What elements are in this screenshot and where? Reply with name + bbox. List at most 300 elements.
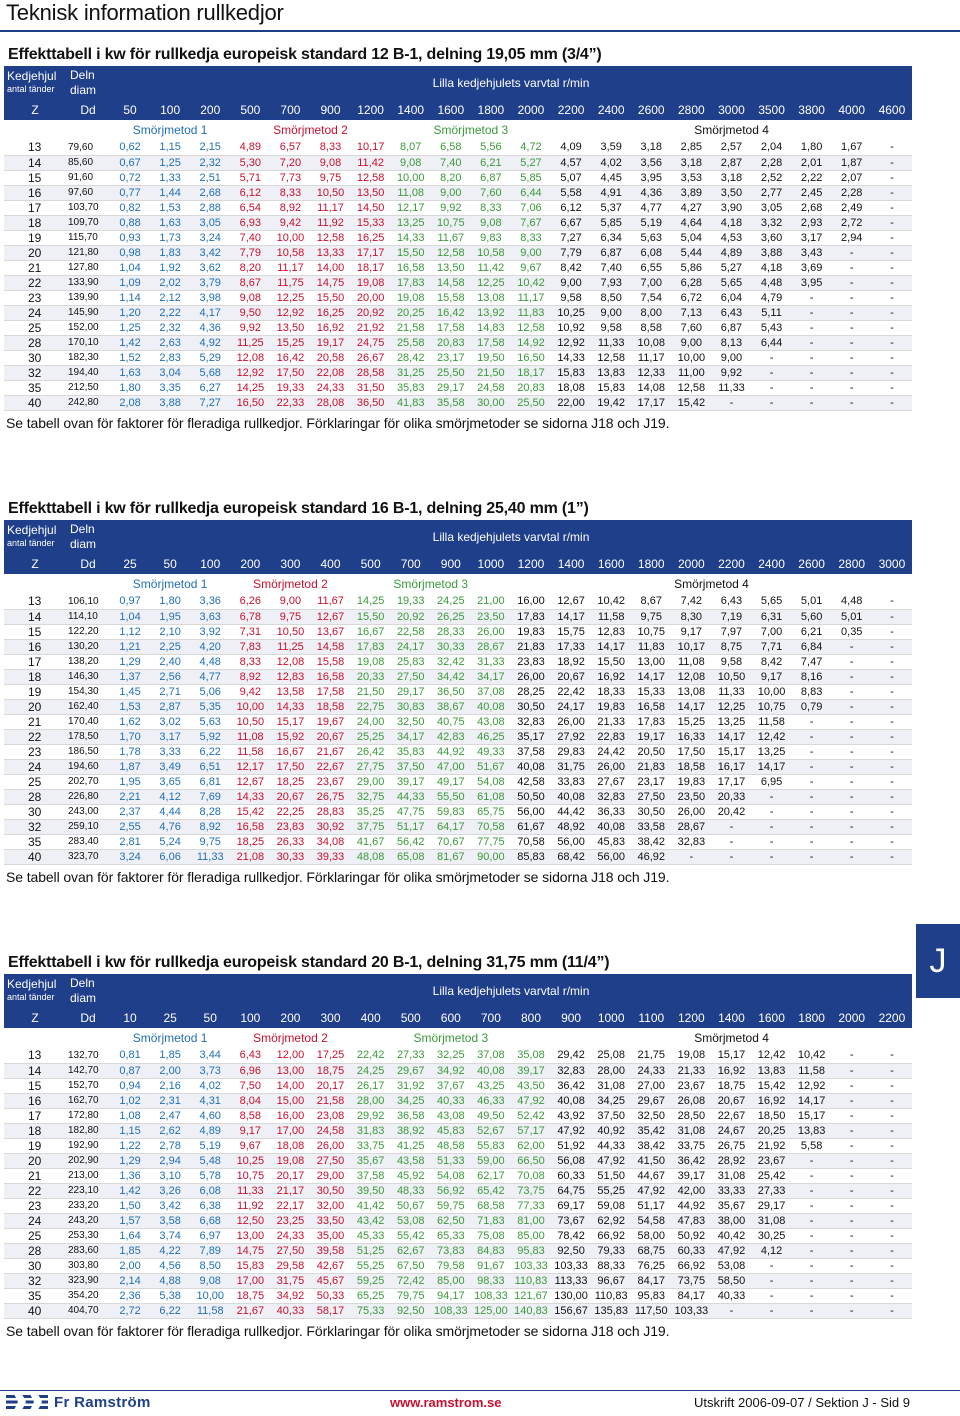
power-cell: 5,65 [711,275,751,290]
header-diam-label: diam [70,537,97,551]
diameter-cell: 109,70 [66,215,110,230]
diameter-cell: 145,90 [66,305,110,320]
power-cell: 4,57 [551,155,591,170]
power-cell: 31,75 [270,1273,310,1288]
power-cell: 3,18 [711,170,751,185]
power-cell: 9,00 [270,594,310,609]
power-cell: 17,58 [310,684,350,699]
power-cell: - [792,774,832,789]
power-cell: - [872,215,912,230]
power-cell: 2,28 [832,185,872,200]
power-cell: 41,67 [351,834,391,849]
teeth-count-cell: 21 [4,714,66,729]
power-cell: - [872,714,912,729]
table-row [4,1243,912,1258]
power-cell: 20,25 [752,1123,792,1138]
power-cell: 40,08 [591,819,631,834]
power-cell: 11,33 [230,1183,270,1198]
power-cell: 7,27 [190,395,230,410]
power-cell: - [872,1273,912,1288]
power-cell: - [832,395,872,410]
teeth-count-cell: 14 [4,609,66,624]
power-cell: 14,17 [591,639,631,654]
power-cell: 98,33 [471,1273,511,1288]
power-cell: 9,83 [471,230,511,245]
power-cell: 0,82 [110,200,150,215]
teeth-count-cell: 32 [4,365,66,380]
power-cell: 25,50 [431,365,471,380]
header-rpm-label: Lilla kedjehjulets varvtal r/min [110,520,912,554]
table-row [4,335,912,350]
power-cell: 39,58 [310,1243,350,1258]
power-cell: 1,22 [110,1138,150,1153]
power-cell: 62,50 [431,1213,471,1228]
power-cell: 38,42 [631,834,671,849]
power-cell: 15,33 [631,684,671,699]
power-cell: 14,92 [511,335,551,350]
power-cell: 20,25 [391,305,431,320]
power-cell: - [872,350,912,365]
power-cell: 34,08 [310,834,350,849]
power-cell: 15,75 [551,624,591,639]
power-cell: 62,00 [511,1138,551,1153]
power-cell: 47,75 [391,804,431,819]
power-cell: 4,89 [230,140,270,155]
power-cell: 16,17 [711,759,751,774]
power-cell: 20,83 [511,380,551,395]
power-cell: 10,58 [471,245,511,260]
power-cell: - [872,305,912,320]
power-cell: 8,92 [230,669,270,684]
power-cell: 2,62 [150,1123,190,1138]
power-cell: - [711,834,751,849]
diameter-cell: 133,90 [66,275,110,290]
power-cell: 3,42 [150,1198,190,1213]
power-cell: 56,00 [511,804,551,819]
power-cell: 65,25 [351,1288,391,1303]
table-row [4,849,912,864]
power-cell: 5,30 [230,155,270,170]
power-cell: 22,67 [310,759,350,774]
power-cell: 37,08 [471,1048,511,1063]
power-cell: 2,45 [792,185,832,200]
power-cell: 12,92 [551,335,591,350]
power-cell: - [792,714,832,729]
power-cell: 55,25 [351,1258,391,1273]
power-cell: 6,38 [190,1198,230,1213]
rpm-header-cell: 2000 [832,1008,872,1028]
power-cell: 12,58 [351,170,391,185]
power-cell: - [792,1228,832,1243]
table-row [4,200,912,215]
power-cell: 13,00 [270,1063,310,1078]
power-cell: 20,92 [351,305,391,320]
power-cell: 16,92 [752,1093,792,1108]
power-cell: 3,49 [150,759,190,774]
power-cell: - [832,1048,872,1063]
power-cell: 113,33 [551,1273,591,1288]
power-cell: 11,58 [591,609,631,624]
power-cell: 6,43 [230,1048,270,1063]
power-cell: 95,83 [631,1288,671,1303]
power-cell: 5,71 [230,170,270,185]
power-cell: 21,67 [230,1303,270,1318]
power-cell: 1,37 [110,669,150,684]
power-cell: - [832,1273,872,1288]
power-cell: 60,33 [551,1168,591,1183]
power-cell: 130,00 [551,1288,591,1303]
power-cell: - [752,350,792,365]
rpm-header-cell: 2000 [671,554,711,574]
diameter-cell: 213,00 [66,1168,110,1183]
power-cell: - [832,669,872,684]
power-cell: 54,08 [431,1168,471,1183]
teeth-count-cell: 22 [4,275,66,290]
power-cell: 43,50 [511,1078,551,1093]
diameter-cell: 182,80 [66,1123,110,1138]
power-cell: 30,33 [270,849,310,864]
power-cell: - [752,834,792,849]
power-cell: 28,00 [591,1063,631,1078]
power-cell: 20,17 [310,1078,350,1093]
power-cell: 18,58 [310,699,350,714]
power-cell: 15,83 [230,1258,270,1273]
diameter-cell: 283,60 [66,1243,110,1258]
power-cell: 38,42 [631,1138,671,1153]
power-cell: 3,89 [671,185,711,200]
power-cell: 6,21 [792,624,832,639]
power-cell: 51,33 [431,1153,471,1168]
power-cell: 17,17 [351,245,391,260]
power-cell: 29,17 [431,380,471,395]
rpm-header-cell: 400 [310,554,350,574]
table-row [4,1123,912,1138]
power-cell: 16,42 [431,305,471,320]
power-cell: 0,67 [110,155,150,170]
diameter-cell: 85,60 [66,155,110,170]
power-cell: 2,77 [752,185,792,200]
rpm-header-cell: 2800 [671,100,711,120]
power-cell: 13,08 [671,684,711,699]
power-cell: 47,92 [711,1243,751,1258]
teeth-count-cell: 18 [4,215,66,230]
power-cell: 17,00 [230,1273,270,1288]
power-cell: - [711,819,751,834]
power-cell: 4,18 [752,260,792,275]
rpm-header-cell: 3800 [792,100,832,120]
diameter-cell: 182,30 [66,350,110,365]
power-cell: 15,92 [270,729,310,744]
diameter-cell: 192,90 [66,1138,110,1153]
power-cell: 9,17 [671,624,711,639]
power-cell: 47,83 [671,1213,711,1228]
power-cell: 37,75 [351,819,391,834]
company-logo [6,1392,151,1412]
table-row [4,305,912,320]
diameter-cell: 139,90 [66,290,110,305]
power-cell: 21,75 [631,1048,671,1063]
power-cell: 10,00 [190,1288,230,1303]
power-cell: 11,33 [591,335,631,350]
table-row [4,594,912,609]
teeth-count-cell: 13 [4,594,66,609]
power-cell: 24,67 [711,1123,751,1138]
teeth-count-cell: 32 [4,1273,66,1288]
method-2-label: Smörjmetod 2 [253,577,328,591]
power-cell: 6,81 [190,774,230,789]
power-cell: - [872,594,912,609]
logo-text: Fr Ramström [54,1393,151,1411]
power-cell: 1,92 [150,260,190,275]
power-cell: 22,08 [310,365,350,380]
power-cell: - [752,804,792,819]
power-cell: 5,27 [511,155,551,170]
teeth-count-cell: 15 [4,1078,66,1093]
power-cell: 73,67 [551,1213,591,1228]
power-cell: 85,00 [431,1273,471,1288]
power-cell: 20,42 [711,804,751,819]
teeth-count-cell: 23 [4,290,66,305]
power-cell: 55,25 [591,1183,631,1198]
power-cell: 20,67 [270,789,310,804]
power-cell: 15,17 [711,744,751,759]
table-row [4,275,912,290]
power-cell: 85,83 [511,849,551,864]
power-cell: 12,50 [230,1213,270,1228]
power-cell: 42,00 [671,1183,711,1198]
power-cell: 5,24 [150,834,190,849]
power-cell: 3,69 [792,260,832,275]
power-cell: 7,40 [431,155,471,170]
power-cell: 9,75 [310,170,350,185]
rpm-header-cell: 3500 [752,100,792,120]
power-cell: 4,12 [752,1243,792,1258]
power-cell: 84,83 [471,1243,511,1258]
power-cell: 5,85 [511,170,551,185]
power-cell: 2,93 [792,215,832,230]
power-cell: 37,58 [351,1168,391,1183]
power-cell: 21,58 [391,320,431,335]
power-cell: 59,25 [351,1273,391,1288]
power-cell: - [792,395,832,410]
power-cell: 15,50 [351,609,391,624]
power-cell: - [832,1168,872,1183]
rpm-header-cell: 1600 [591,554,631,574]
power-cell: 4,02 [591,155,631,170]
power-cell: 1,57 [110,1213,150,1228]
teeth-count-cell: 20 [4,245,66,260]
power-cell: 39,50 [351,1183,391,1198]
power-cell: - [792,350,832,365]
power-cell: 66,92 [591,1228,631,1243]
power-cell: 2,57 [711,140,751,155]
power-cell: 46,25 [471,729,511,744]
power-cell: 15,83 [551,365,591,380]
power-cell: 35,58 [431,395,471,410]
power-cell: 28,25 [511,684,551,699]
power-cell: 33,33 [711,1183,751,1198]
power-cell: 34,17 [471,669,511,684]
power-cell: 13,83 [792,1123,832,1138]
method-2-label: Smörjmetod 2 [273,123,348,137]
rpm-header-cell: 1200 [511,554,551,574]
power-cell: 32,75 [351,789,391,804]
power-cell: 22,00 [551,395,591,410]
rpm-header-cell: 100 [230,1008,270,1028]
method-3-label: Smörjmetod 3 [393,577,469,591]
power-cell: 5,01 [792,594,832,609]
power-cell: 25,08 [591,1048,631,1063]
power-cell: 0,93 [110,230,150,245]
power-cell: 58,00 [631,1228,671,1243]
power-cell: 5,07 [551,170,591,185]
power-cell: 24,58 [310,1123,350,1138]
power-cell: 4,44 [150,804,190,819]
power-cell: 5,35 [190,699,230,714]
teeth-count-cell: 21 [4,1168,66,1183]
power-cell: 4,89 [711,245,751,260]
power-cell: 51,25 [351,1243,391,1258]
power-cell: 15,58 [310,654,350,669]
power-cell: 3,62 [190,260,230,275]
power-cell: 7,67 [511,215,551,230]
power-cell: 10,00 [230,699,270,714]
power-cell: 12,08 [230,350,270,365]
power-cell: 6,44 [511,185,551,200]
power-cell: 40,08 [551,1093,591,1108]
power-cell: 12,58 [310,230,350,245]
power-cell: 2,00 [110,1258,150,1273]
teeth-count-cell: 19 [4,230,66,245]
power-cell: - [832,335,872,350]
power-cell: 17,58 [431,320,471,335]
power-cell: 2,87 [711,155,751,170]
power-cell: 1,14 [110,290,150,305]
rpm-header-cell: 600 [431,1008,471,1028]
power-cell: 23,83 [270,819,310,834]
power-cell: 52,67 [471,1123,511,1138]
diameter-cell: 253,30 [66,1228,110,1243]
power-cell: - [752,1273,792,1288]
power-cell: 60,33 [671,1243,711,1258]
power-cell: - [832,1138,872,1153]
power-cell: 8,75 [711,639,751,654]
power-cell: 3,74 [150,1228,190,1243]
power-cell: 27,33 [391,1048,431,1063]
teeth-count-cell: 35 [4,1288,66,1303]
power-cell: 76,25 [631,1258,671,1273]
power-cell: 34,42 [431,669,471,684]
power-cell: 47,92 [631,1183,671,1198]
power-cell: 2,40 [150,654,190,669]
teeth-count-cell: 17 [4,1108,66,1123]
power-cell: 15,17 [270,714,310,729]
rpm-header-cell: 400 [351,1008,391,1028]
power-cell: 9,00 [671,335,711,350]
rpm-header-cell: 200 [190,100,230,120]
table-footnote: Se tabell ovan för faktorer för fleradiga rullkedjor. Förklaringar för olika smörjmetoder se sidorna J18 och J19. [6,868,670,885]
power-cell: 31,08 [591,1078,631,1093]
power-cell: 1,42 [110,1183,150,1198]
rpm-header-cell: 2400 [752,554,792,574]
teeth-count-cell: 24 [4,759,66,774]
power-cell: 4,92 [190,335,230,350]
power-table [4,66,912,411]
power-cell: 30,00 [471,395,511,410]
power-cell: 8,58 [631,320,671,335]
power-cell: 7,50 [230,1078,270,1093]
rpm-header-cell: 700 [471,1008,511,1028]
table-row [4,789,912,804]
power-cell: 1,33 [150,170,190,185]
section-tab-j: J [916,924,960,998]
website-link[interactable]: www.ramstrom.se [390,1395,502,1410]
power-cell: 9,08 [391,155,431,170]
table-title: Effekttabell i kw för rullkedja europeisk standard 20 B-1, delning 31,75 mm (11/4”) [8,954,610,971]
lubrication-method-row [4,574,912,594]
power-cell: 38,92 [391,1123,431,1138]
teeth-count-cell: 24 [4,305,66,320]
method-1-label: Smörjmetod 1 [132,123,208,137]
power-cell: 30,83 [391,699,431,714]
power-cell: 25,42 [752,1168,792,1183]
teeth-count-cell: 13 [4,1048,66,1063]
power-cell: - [872,1198,912,1213]
power-cell: 8,50 [190,1258,230,1273]
power-cell: - [872,744,912,759]
power-cell: 45,83 [591,834,631,849]
power-cell: 16,50 [511,350,551,365]
power-cell: 23,67 [671,1078,711,1093]
power-cell: 0,81 [110,1048,150,1063]
power-cell: 11,17 [511,290,551,305]
power-cell: 59,83 [431,804,471,819]
power-cell: 27,67 [591,774,631,789]
rpm-header-cell: 900 [551,1008,591,1028]
power-cell: - [832,789,872,804]
power-cell: 42,67 [310,1258,350,1273]
power-cell: 110,83 [591,1288,631,1303]
power-cell: 34,17 [391,729,431,744]
power-cell: 79,33 [591,1243,631,1258]
power-cell: 43,08 [471,714,511,729]
power-cell: - [832,699,872,714]
power-cell: - [872,699,912,714]
power-cell: - [872,185,912,200]
method-4-label: Smörjmetod 4 [674,577,749,591]
power-cell: 14,25 [230,380,270,395]
power-cell: 5,38 [150,1288,190,1303]
power-cell: 15,50 [591,654,631,669]
rpm-header-cell: 1000 [471,554,511,574]
power-cell: 3,02 [150,714,190,729]
power-cell: 30,33 [431,639,471,654]
power-cell: 64,17 [431,819,471,834]
power-cell: 29,42 [551,1048,591,1063]
power-cell: - [832,1303,872,1318]
power-cell: 2,32 [150,320,190,335]
rpm-header-cell: 2600 [631,100,671,120]
power-cell: 11,83 [631,639,671,654]
power-cell: - [792,335,832,350]
power-cell: 140,83 [511,1303,551,1318]
power-cell: 103,33 [671,1303,711,1318]
power-cell: 10,50 [270,624,310,639]
power-cell: 21,33 [591,714,631,729]
power-cell: 7,83 [230,639,270,654]
power-cell: 3,90 [711,200,751,215]
power-cell: 1,53 [150,200,190,215]
